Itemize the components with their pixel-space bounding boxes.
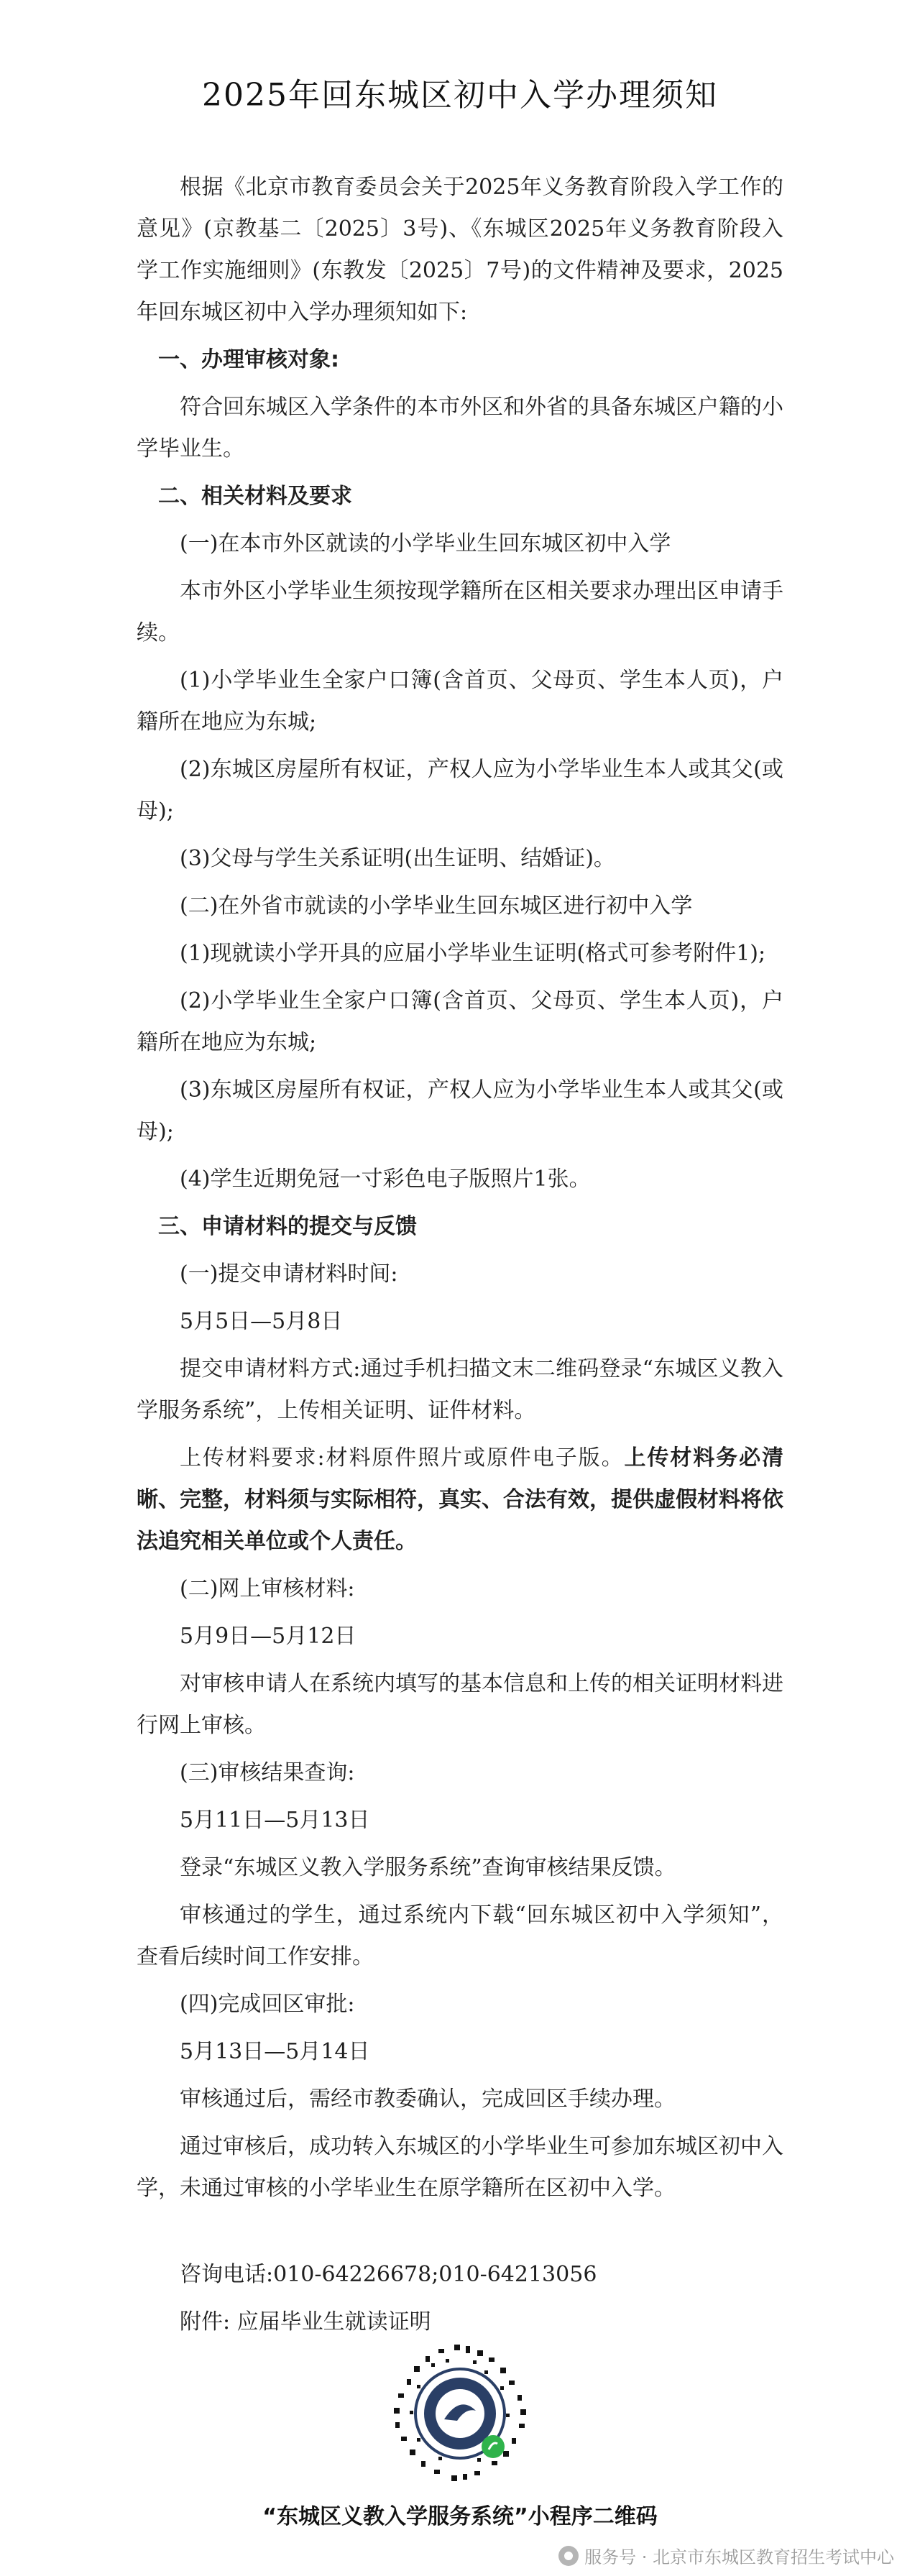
- watermark: [558, 2543, 894, 2568]
- section2-heading: 二、相关材料及要求: [158, 484, 352, 509]
- section3-sub1-requirements: [137, 1438, 783, 1563]
- wechat-service-icon: [558, 2546, 579, 2566]
- section3-sub3-body: 登录“东城区义教入学服务系统”查询审核结果反馈。: [180, 1855, 676, 1880]
- section2-part2-heading: (二)在外省市就读的小学毕业生回东城区进行初中入学: [180, 893, 693, 919]
- document-title: 2025年回东城区初中入学办理须知: [202, 77, 718, 114]
- section3-sub4-heading: (四)完成回区审批:: [180, 1992, 355, 2017]
- section2-part2-item: (4)学生近期免冠一寸彩色电子版照片1张。: [180, 1167, 591, 1192]
- section1-heading: 一、办理审核对象:: [158, 347, 339, 372]
- section2-part1-item: (3)父母与学生关系证明(出生证明、结婚证)。: [180, 846, 615, 871]
- section3-sub2-body: 对审核申请人在系统内填写的基本信息和上传的相关证明材料进行网上审核。: [137, 1671, 783, 1738]
- intro-paragraph: 根据《北京市教育委员会关于2025年义务教育阶段入学工作的意见》(京教基二〔2025〕3号)、《东城区2025年义务教育阶段入学工作实施细则》(东教发〔2025〕7号)的文件精神及要求，2025年回东城区初中入学办理须知如下:: [137, 175, 783, 325]
- requirements-plain-text: 上传材料要求:材料原件照片或原件电子版。: [180, 1445, 625, 1471]
- watermark-text: 服务号 · 北京市东城区教育招生考试中心: [584, 2547, 894, 2567]
- section3-sub1-method: 提交申请材料方式:通过手机扫描文末二维码登录“东城区义教入学服务系统”，上传相关证明、证件材料。: [137, 1356, 783, 1423]
- section3-sub3-date: 5月11日—5月13日: [180, 1808, 370, 1833]
- document-body: [137, 167, 783, 2349]
- section3-sub3-heading: (三)审核结果查询:: [180, 1760, 355, 1785]
- section3-sub4-body: 通过审核后，成功转入东城区的小学毕业生可参加东城区初中入学，未通过审核的小学毕业生在原学籍所在区初中入学。: [137, 2134, 783, 2201]
- requirements-bold-text: 上传材料务必清晰、完整，材料须与实际相符，真实、合法有效，提供虚假材料将依法追究相关单位或个人责任。: [137, 1445, 783, 1554]
- section3-sub4-date: 5月13日—5月14日: [180, 2039, 370, 2064]
- section2-part1-item: (2)东城区房屋所有权证，产权人应为小学毕业生本人或其父(或母);: [137, 757, 783, 824]
- contact-phone: 咨询电话:010-64226678;010-64213056: [180, 2262, 597, 2287]
- qr-caption: “东城区义教入学服务系统”小程序二维码: [262, 2504, 658, 2529]
- section3-heading: 三、申请材料的提交与反馈: [158, 1214, 417, 1239]
- section2-part1-item: (1)小学毕业生全家户口簿(含首页、父母页、学生本人页)，户籍所在地应为东城;: [137, 668, 783, 735]
- section1-body: 符合回东城区入学条件的本市外区和外省的具备东城区户籍的小学毕业生。: [137, 395, 783, 461]
- spacer: [137, 2215, 783, 2254]
- qr-code[interactable]: [388, 2342, 532, 2485]
- section2-part1-heading: (一)在本市外区就读的小学毕业生回东城区初中入学: [180, 531, 671, 556]
- section2-part2-item: (1)现就读小学开具的应届小学毕业生证明(格式可参考附件1);: [180, 941, 766, 966]
- section3-sub2-date: 5月9日—5月12日: [180, 1624, 356, 1649]
- section3-sub1-date: 5月5日—5月8日: [180, 1309, 343, 1334]
- section3-sub2-heading: (二)网上审核材料:: [180, 1576, 355, 1601]
- section3-sub1-heading: (一)提交申请材料时间:: [180, 1261, 398, 1287]
- section2-part2-item: (2)小学毕业生全家户口簿(含首页、父母页、学生本人页)，户籍所在地应为东城;: [137, 988, 783, 1055]
- section2-part1-intro: 本市外区小学毕业生须按现学籍所在区相关要求办理出区申请手续。: [137, 579, 783, 645]
- section2-part2-item: (3)东城区房屋所有权证，产权人应为小学毕业生本人或其父(或母);: [137, 1077, 783, 1144]
- section3-sub3-body: 审核通过的学生，通过系统内下载“回东城区初中入学须知”，查看后续时间工作安排。: [137, 1903, 783, 1969]
- qr-code-icon: [388, 2342, 532, 2485]
- attachment-note: 附件: 应届毕业生就读证明: [180, 2309, 431, 2334]
- section3-sub4-body: 审核通过后，需经市教委确认，完成回区手续办理。: [180, 2087, 676, 2112]
